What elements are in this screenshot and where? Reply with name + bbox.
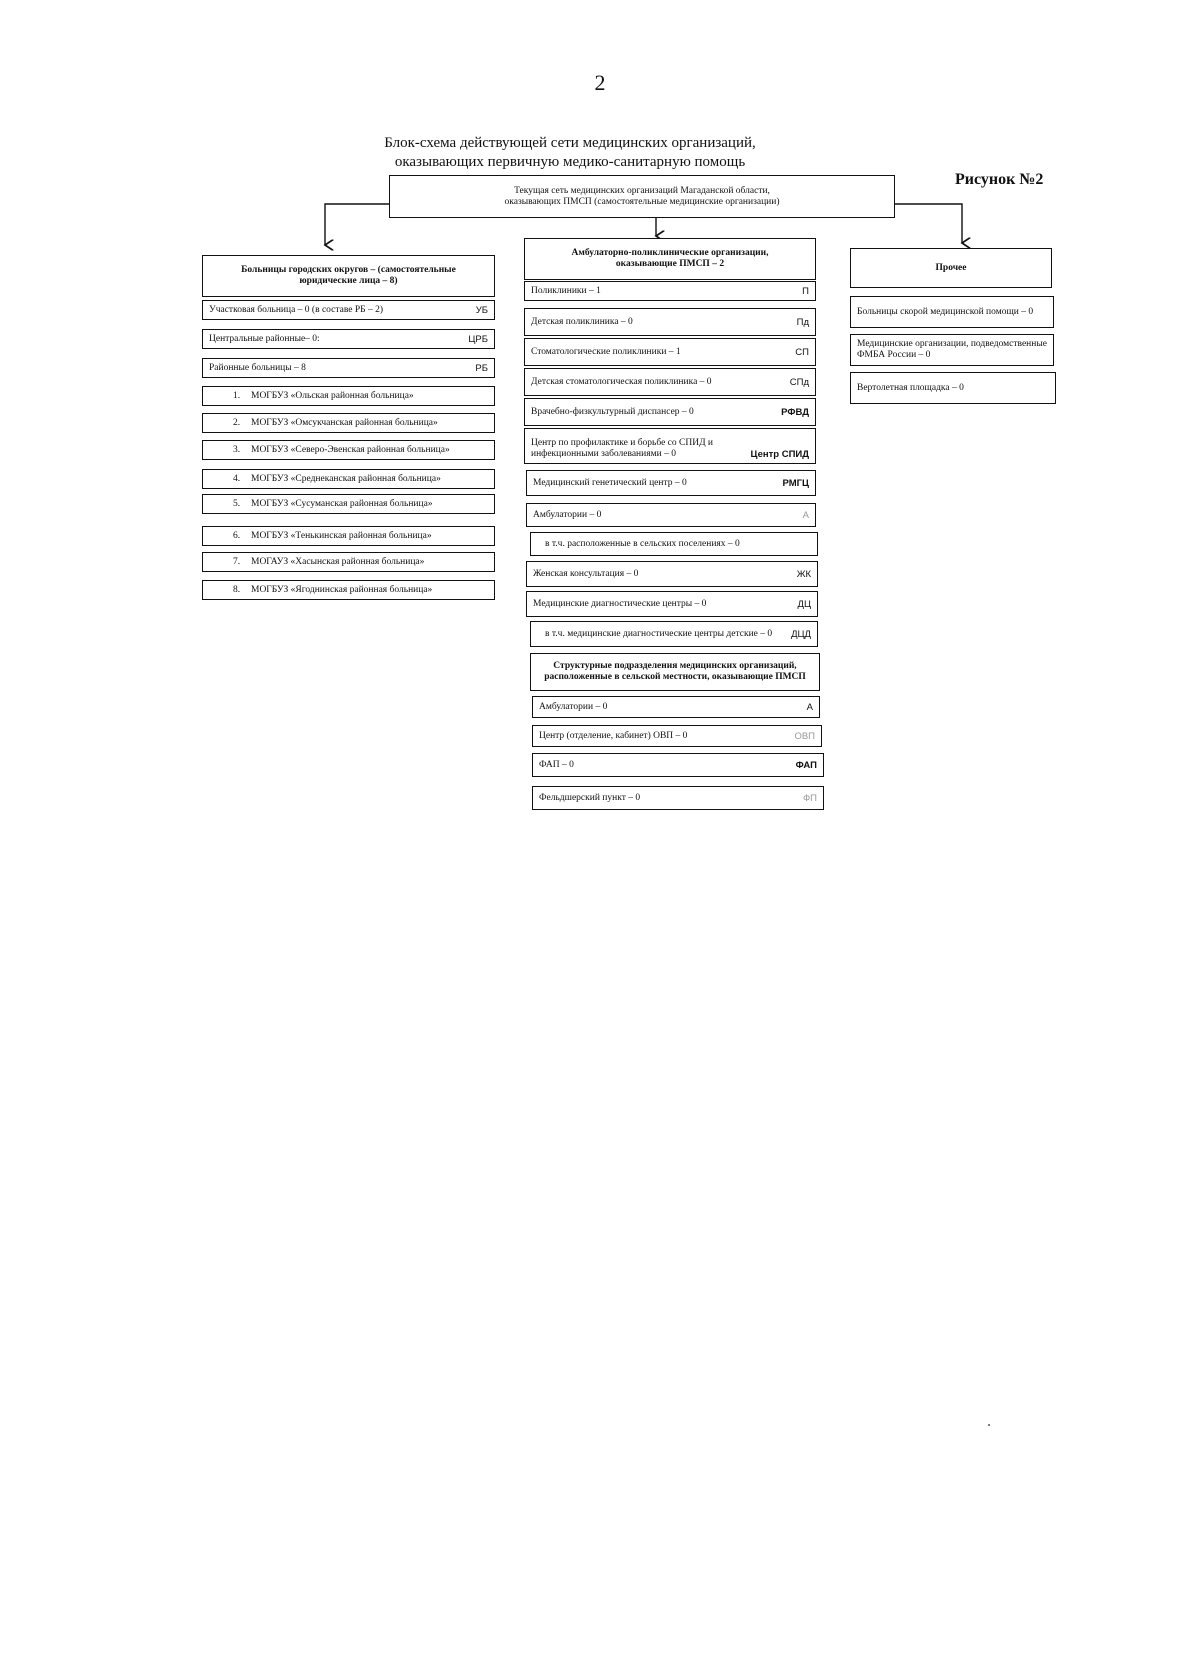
left-header-line1: Больницы городских округов – (самостоятельные: [241, 265, 456, 275]
left-item-label: Участковая больница – 0 (в составе РБ – 2): [209, 304, 384, 315]
right-item-label: Вертолетная площадка – 0: [857, 382, 964, 393]
left-item-abbr: УБ: [475, 304, 488, 316]
left-item-box: [202, 358, 495, 378]
middle-item-label: Медицинские диагностические центры – 0: [533, 598, 707, 609]
left-item-abbr: ЦРБ: [468, 333, 488, 345]
middle-item-label: Медицинский генетический центр – 0: [533, 477, 687, 488]
left-item-label: Районные больницы – 8: [209, 362, 306, 373]
middle-item-box: [524, 398, 816, 426]
rural-item-label: Центр (отделение, кабинет) ОВП – 0: [539, 730, 688, 741]
root-line2: оказывающих ПМСП (самостоятельные медицинские организации): [504, 196, 780, 207]
middle-header-line2: оказывающие ПМСП – 2: [615, 259, 725, 269]
middle-item-label: Стоматологические поликлиники – 1: [531, 346, 681, 357]
hospital-number: 4.: [233, 473, 241, 484]
rural-item-box: [532, 696, 820, 718]
hospital-number: 2.: [233, 417, 241, 428]
middle-item-box: [524, 338, 816, 366]
hospital-box: [202, 386, 495, 406]
rural-item-box: [532, 753, 824, 777]
hospital-label: МОГБУЗ «Сусуманская районная больница»: [251, 498, 433, 509]
rural-item-abbr: ОВП: [794, 730, 815, 742]
left-item-box: [202, 329, 495, 349]
rural-header-line2: расположенные в сельской местности, оказывающие ПМСП: [544, 672, 806, 682]
hospital-label: МОГБУЗ «Среднеканская районная больница»: [251, 473, 441, 484]
diagram-title-line2: оказывающих первичную медико-санитарную помощь: [394, 154, 746, 170]
hospital-number: 8.: [233, 584, 241, 595]
left-item-abbr: РБ: [475, 362, 488, 374]
left-header-box: [202, 255, 495, 297]
hospital-label: МОГБУЗ «Омсукчанская районная больница»: [251, 417, 438, 428]
hospital-box: [202, 469, 495, 489]
hospital-label: МОГБУЗ «Тенькинская районная больница»: [251, 530, 432, 541]
root-network-box: [389, 175, 895, 218]
middle-item-box: [526, 561, 818, 587]
arrow-to-right-column: [895, 204, 962, 243]
hospital-box: [202, 494, 495, 514]
right-item-box: [850, 296, 1054, 328]
rural-item-abbr: ФП: [802, 792, 817, 804]
stray-dot: [988, 1424, 990, 1426]
middle-item-label: Врачебно-физкультурный диспансер – 0: [531, 406, 694, 417]
left-header-line2: юридические лица – 8): [299, 276, 398, 286]
middle-item-box: [526, 470, 816, 496]
rural-item-abbr: А: [806, 701, 813, 713]
right-item-box: [850, 372, 1056, 404]
rural-item-abbr: ФАП: [795, 759, 817, 771]
hospital-box: [202, 440, 495, 460]
middle-item-label: в т.ч. расположенные в сельских поселениях – 0: [545, 538, 740, 549]
middle-item-label: Поликлиники – 1: [531, 285, 601, 296]
middle-item-abbr: РФВД: [781, 406, 809, 418]
middle-header-box: [524, 238, 816, 280]
hospital-box: [202, 526, 495, 546]
middle-item-abbr: ДЦД: [791, 628, 811, 640]
middle-item-abbr: СП: [795, 346, 809, 358]
hospital-label: МОГБУЗ «Ягоднинская районная больница»: [251, 584, 433, 595]
hospital-label: МОГАУЗ «Хасынская районная больница»: [251, 556, 425, 567]
middle-item-label: Амбулатории – 0: [533, 509, 602, 520]
hospital-label: МОГБУЗ «Северо-Эвенская районная больница»: [251, 444, 450, 455]
middle-item-box: [526, 503, 816, 527]
right-header-label: Прочее: [935, 262, 967, 273]
middle-item-abbr: ДЦ: [797, 598, 811, 610]
hospital-label: МОГБУЗ «Ольская районная больница»: [251, 390, 414, 401]
right-header-box: [850, 248, 1052, 288]
rural-header-line1: Структурные подразделения медицинских организаций,: [553, 661, 797, 671]
rural-header-box: [530, 653, 820, 691]
hospital-box: [202, 413, 495, 433]
arrow-to-left-column: [325, 204, 389, 245]
rural-item-box: [532, 786, 824, 810]
middle-item-label: в т.ч. медицинские диагностические центры детские – 0: [545, 628, 773, 639]
hospital-number: 1.: [233, 390, 241, 401]
middle-header-line1: Амбулаторно-поликлинические организации,: [571, 248, 769, 258]
middle-item-abbr: Центр СПИД: [750, 449, 809, 460]
hospital-number: 5.: [233, 498, 241, 509]
figure-label: Рисунок №2: [955, 171, 1044, 188]
middle-item-abbr: А: [802, 509, 809, 521]
hospital-number: 3.: [233, 444, 241, 455]
middle-item-abbr: ЖК: [796, 568, 811, 580]
middle-item-box: [526, 591, 818, 617]
middle-item-label: Детская поликлиника – 0: [531, 316, 633, 327]
middle-item-abbr: П: [802, 285, 809, 297]
left-item-label: Центральные районные– 0:: [209, 333, 320, 344]
middle-item-box: [530, 532, 818, 556]
root-line1: Текущая сеть медицинских организаций Магаданской области,: [514, 185, 770, 196]
middle-item-box: [524, 308, 816, 336]
hospital-box: [202, 580, 495, 600]
rural-item-box: [532, 725, 822, 747]
right-item-label: Медицинские организации, подведомственные ФМБА России – 0: [857, 339, 1047, 360]
hospital-box: [202, 552, 495, 572]
middle-item-box: [524, 368, 816, 396]
page-number: 2: [594, 70, 606, 95]
hospital-number: 7.: [233, 556, 241, 567]
middle-item-label: Женская консультация – 0: [533, 568, 639, 579]
rural-item-label: ФАП – 0: [539, 759, 574, 770]
rural-item-label: Амбулатории – 0: [539, 701, 608, 712]
middle-item-abbr: Пд: [796, 316, 809, 328]
left-item-box: [202, 300, 495, 320]
hospital-number: 6.: [233, 530, 241, 541]
diagram-title-line1: Блок-схема действующей сети медицинских организаций,: [384, 135, 756, 151]
middle-item-abbr: СПд: [789, 376, 809, 388]
right-item-label: Больницы скорой медицинской помощи – 0: [857, 306, 1034, 317]
middle-item-box: [524, 428, 816, 464]
middle-item-box: [530, 621, 818, 647]
middle-item-abbr: РМГЦ: [782, 477, 809, 489]
right-item-box: [850, 334, 1054, 366]
middle-item-box: [524, 281, 816, 301]
middle-item-label: Детская стоматологическая поликлиника – 0: [531, 376, 712, 387]
middle-item-label: Центр по профилактике и борьбе со СПИД и инфекционными заболеваниями – 0: [531, 438, 714, 459]
rural-item-label: Фельдшерский пункт – 0: [539, 792, 641, 803]
